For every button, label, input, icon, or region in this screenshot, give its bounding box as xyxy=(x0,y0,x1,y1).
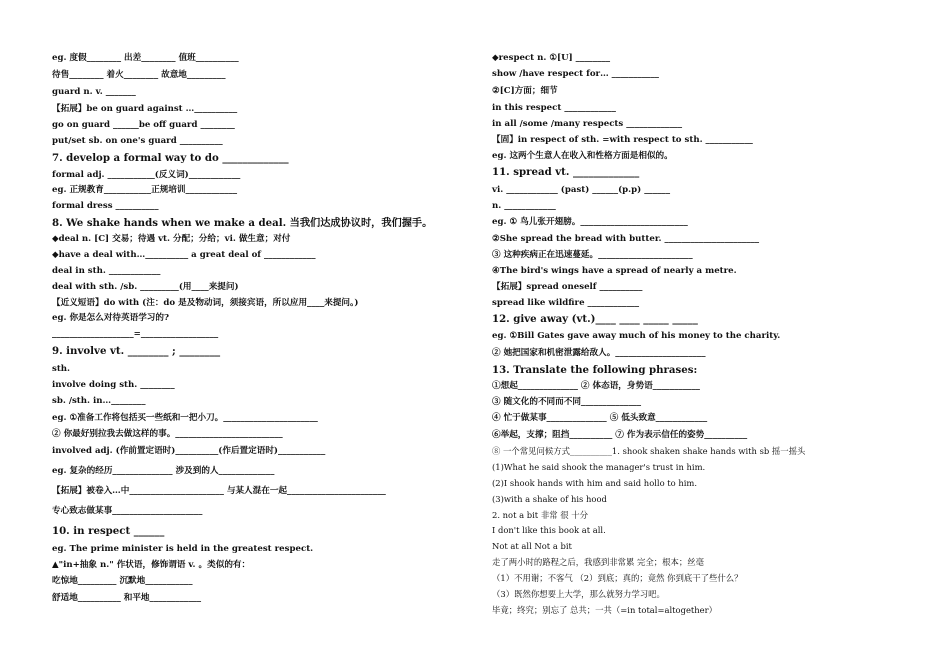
right-line-9: vi. ____________ (past) ______(p.p) ______ xyxy=(492,185,671,195)
left-line-16: 【近义短语】do with (注：do 是及物动词，须接宾语，所以应用____来提问。) xyxy=(52,298,359,308)
right-line-18: eg. ①Bill Gates gave away much of his money to the charity. xyxy=(492,331,781,341)
right-line-8: 11. spread vt. _____________ xyxy=(492,166,640,178)
right-line-1: ◆respect n. ①[U] ________ xyxy=(492,53,611,63)
left-line-17: eg. 你是怎么对待英语学习的? xyxy=(52,313,170,323)
left-line-32: 吃惊地_________ 沉默地___________ xyxy=(52,576,193,586)
left-line-3: guard n. v. _______ xyxy=(52,87,136,97)
left-line-26: eg. 复杂的经历______________ 涉及到的人_____________ xyxy=(52,466,275,476)
left-line-20: sth. xyxy=(52,364,71,374)
right-line-24: ⑥举起，支撑；阻挡__________ ⑦ 作为表示信任的姿势__________ xyxy=(492,430,748,440)
right-line-6: 【固】in respect of sth. =with respect to sth. ___________ xyxy=(492,135,753,145)
right-line-14: ④The bird's wings have a spread of nearly a metre. xyxy=(492,266,737,276)
left-line-11: 8. We shake hands when we make a deal. 当我们达成协议时，我们握手。 xyxy=(52,217,433,229)
left-line-33: 舒适地__________ 和平地____________ xyxy=(52,593,202,603)
left-line-14: deal in sth. ____________ xyxy=(52,266,161,276)
left-line-12: ◆deal n. [C] 交易；待遇 vt. 分配；分给；vi. 做生意；对付 xyxy=(52,234,291,244)
right-line-31: Not at all Not a bit xyxy=(492,541,572,551)
right-line-17: 12. give away (vt.)____ ____ _____ _____ xyxy=(492,313,698,325)
left-line-7: 7. develop a formal way to do _____________ xyxy=(52,152,289,164)
left-line-9: eg. 正规教育___________正规培训____________ xyxy=(52,185,238,195)
left-line-30: eg. The prime minister is held in the greatest respect. xyxy=(52,544,314,554)
right-line-3: ②[C]方面；细节 xyxy=(492,86,558,96)
right-line-26: (1)What he said shook the manager's trust in him. xyxy=(492,462,706,472)
left-line-19: 9. involve vt. ________ ; ________ xyxy=(52,345,221,357)
right-line-15: 【拓展】spread oneself __________ xyxy=(492,282,643,292)
left-line-31: ▲"in+抽象 n." 作状语，修饰谓语 v. 。类似的有： xyxy=(52,560,251,570)
right-line-29: 2. not a bit 非常 很 十分 xyxy=(492,510,589,520)
left-line-13: ◆have a deal with…__________ a great deal of ____________ xyxy=(52,250,316,260)
left-line-15: deal with sth. /sb. _________(用____来提问) xyxy=(52,282,239,292)
right-line-21: ①想起______________ ② 体态语，身势语___________ xyxy=(492,381,700,391)
left-line-18: ___________________=__________________ xyxy=(52,329,219,339)
right-line-16: spread like wildfire ____________ xyxy=(492,298,640,308)
right-line-13: ③ 这种疾病正在迅速蔓延。______________________ xyxy=(492,250,693,260)
right-line-23: ④ 忙于做某事______________ ⑤ 低头致意____________ xyxy=(492,413,708,423)
left-line-5: go on guard ______be off guard ________ xyxy=(52,120,235,130)
left-line-28: 专心致志做某事_____________________ xyxy=(52,506,203,516)
left-line-24: ② 你最好别拉我去做这样的事。_________________________ xyxy=(52,429,283,439)
left-line-1: eg. 度假________ 出差________ 值班__________ xyxy=(52,53,239,63)
right-line-33: （1）不用谢；不客气 （2）到底；真的；竟然 你到底干了些什么？ xyxy=(492,573,743,583)
right-line-11: eg. ① 鸟儿张开翅膀。_________________________ xyxy=(492,217,688,227)
right-line-12: ②She spread the bread with butter. ______________________ xyxy=(492,234,760,244)
left-line-6: put/set sb. on one's guard __________ xyxy=(52,136,223,146)
right-line-2: show /have respect for… ___________ xyxy=(492,69,659,79)
left-line-2: 待售________ 着火________ 故意地_________ xyxy=(52,70,226,80)
right-line-20: 13. Translate the following phrases: xyxy=(492,364,698,376)
right-line-30: I don't like this book at all. xyxy=(492,525,606,535)
left-line-27: 【拓展】被卷入…中______________________ 与某人混在一起_______________________ xyxy=(52,486,386,496)
left-line-8: formal adj. ___________(反义词)____________ xyxy=(52,170,241,180)
right-line-35: 毕竟；终究；别忘了 总共；一共（=in total=altogether） xyxy=(492,605,717,615)
right-line-22: ③ 随文化的不同而不同______________ xyxy=(492,397,642,407)
left-line-21: involve doing sth. ________ xyxy=(52,380,175,390)
right-line-5: in all /some /many respects _____________ xyxy=(492,119,683,129)
left-line-25: involved adj. (作前置定语时)__________(作后置定语时)___________ xyxy=(52,446,326,456)
right-line-25: ⑧ 一个常见问候方式__________1. shook shaken shake hands with sb 摇一摇头 xyxy=(492,446,806,456)
right-line-27: (2)I shook hands with him and said hollo to him. xyxy=(492,478,698,488)
left-line-29: 10. in respect ______ xyxy=(52,525,165,537)
left-line-10: formal dress __________ xyxy=(52,201,159,211)
left-line-4: 【拓展】be on guard against …__________ xyxy=(52,104,238,114)
right-line-34: （3）既然你想要上大学，那么就努力学习吧。 xyxy=(492,589,665,599)
left-line-23: eg. ①准备工作将包括买一些纸和一把小刀。______________________ xyxy=(52,413,318,423)
right-line-10: n. ____________ xyxy=(492,201,556,211)
right-line-19: ② 她把国家和机密泄露给敌人。_____________________ xyxy=(492,348,706,358)
left-line-22: sb. /sth. in…________ xyxy=(52,396,146,406)
right-line-32: 走了两小时的路程之后，我感到非常累 完全；根本；丝毫 xyxy=(492,557,705,567)
right-line-7: eg. 这两个生意人在收入和性格方面是相似的。 xyxy=(492,151,673,161)
right-line-4: in this respect ____________ xyxy=(492,103,616,113)
right-line-28: (3)with a shake of his hood xyxy=(492,494,607,504)
